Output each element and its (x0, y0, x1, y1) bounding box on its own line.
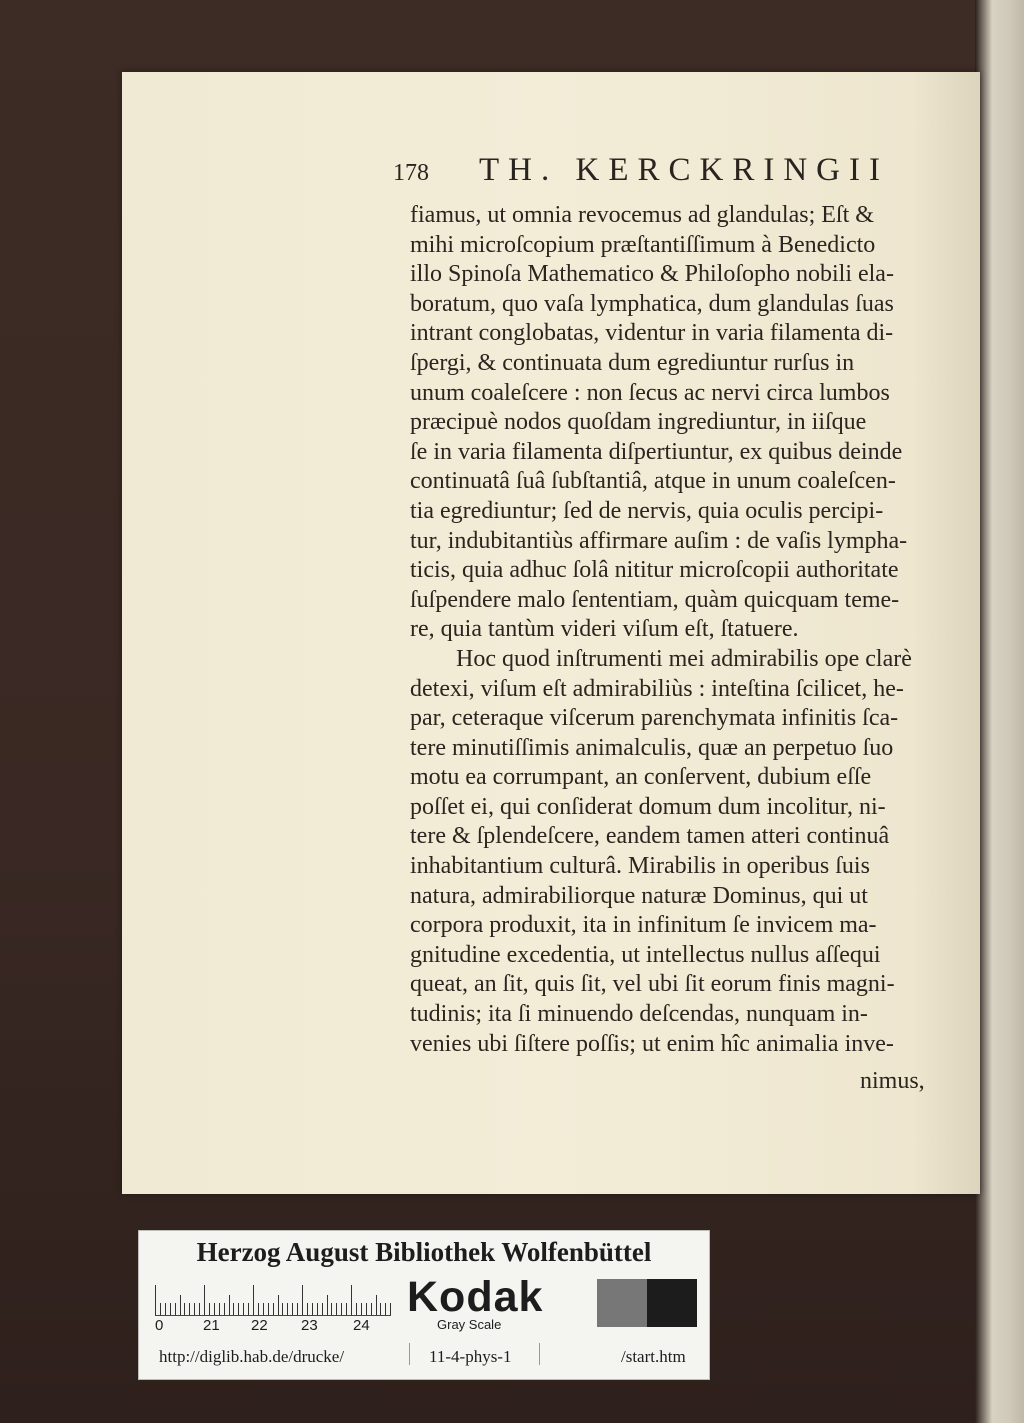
text-line: boratum, quo vaſa lymphatica, dum glandulas ſuas (410, 290, 894, 317)
ruler-tick (224, 1303, 225, 1315)
divider (539, 1343, 540, 1365)
ruler-tick (194, 1303, 195, 1315)
ruler-numbers (155, 1315, 395, 1335)
ruler-tick (287, 1303, 288, 1315)
ruler-tick (165, 1303, 166, 1315)
ruler-tick (273, 1303, 274, 1315)
ruler-tick (243, 1303, 244, 1315)
gray-scale-label: Gray Scale (437, 1317, 502, 1332)
text-line: natura, admirabiliorque naturæ Dominus, qui ut (410, 882, 868, 909)
text-line: tudinis; ita ſi minuendo deſcendas, nunquam in- (410, 1001, 868, 1028)
ruler-tick (238, 1303, 239, 1315)
library-url: http://diglib.hab.de/drucke/ (159, 1347, 345, 1366)
text-line: tia egrediuntur; ſed de nervis, quia oculis percipi- (410, 497, 884, 524)
ruler-tick (376, 1295, 377, 1315)
text-line: continuatâ ſuâ ſubſtantiâ, atque in unum coaleſcen- (410, 468, 896, 495)
ruler-tick (278, 1295, 279, 1315)
ruler-tick (385, 1303, 386, 1315)
ruler-tick (175, 1303, 176, 1315)
kodak-logo: Kodak (407, 1273, 544, 1321)
ruler-tick (331, 1303, 332, 1315)
ruler-number: 0 (155, 1317, 164, 1334)
ruler (155, 1281, 391, 1316)
ruler-tick (312, 1303, 313, 1315)
ruler-tick (170, 1303, 171, 1315)
ruler-number: 24 (353, 1317, 370, 1334)
ruler-tick (317, 1303, 318, 1315)
ruler-tick (307, 1303, 308, 1315)
body-text (410, 201, 950, 1059)
text-line: poſſet ei, qui conſiderat domum dum incolitur, ni- (410, 793, 886, 820)
library-color-card (138, 1230, 710, 1380)
text-line: queat, an ſit, quis ſit, vel ubi ſit eorum finis magni- (410, 971, 895, 998)
ruler-tick (356, 1303, 357, 1315)
shelf-code: 11-4-phys-1 (429, 1347, 512, 1366)
text-line: illo Spinoſa Mathematico & Philoſopho nobili ela- (410, 261, 894, 288)
ruler-tick (380, 1303, 381, 1315)
text-line: tere & ſplendeſcere, eandem tamen atteri continuâ (410, 823, 890, 850)
start-path: /start.htm (621, 1347, 686, 1366)
ruler-number: 22 (251, 1317, 268, 1334)
text-line: gnitudine excedentia, ut intellectus nullus aſſequi (410, 941, 881, 968)
text-line: unum coaleſcere : non ſecus ac nervi circa lumbos (410, 379, 890, 406)
ruler-tick (346, 1303, 347, 1315)
ruler-tick (351, 1285, 352, 1315)
ruler-tick (155, 1285, 156, 1315)
ruler-tick (248, 1303, 249, 1315)
black-swatch (647, 1279, 697, 1327)
ruler-tick (229, 1295, 230, 1315)
adjacent-page-edge (975, 0, 1024, 1423)
ruler-tick (214, 1303, 215, 1315)
text-line: par, ceteraque viſcerum parenchymata infinitis ſca- (410, 705, 899, 732)
library-name: Herzog August Bibliothek Wolfenbüttel (196, 1237, 652, 1267)
ruler-tick (209, 1303, 210, 1315)
ruler-number: 23 (301, 1317, 318, 1334)
page-number: 178 (393, 160, 429, 186)
ruler-tick (189, 1303, 190, 1315)
ruler-tick (184, 1303, 185, 1315)
ruler-tick (233, 1303, 234, 1315)
ruler-tick (336, 1303, 337, 1315)
ruler-tick (253, 1285, 254, 1315)
ruler-tick (297, 1303, 298, 1315)
divider (409, 1343, 410, 1365)
ruler-tick (371, 1303, 372, 1315)
text-line: ſe in varia filamenta diſpertiuntur, ex quibus deinde (410, 438, 903, 465)
catchword: nimus, (860, 1068, 925, 1094)
text-line: venies ubi ſiſtere poſſis; ut enim hîc animalia inve- (410, 1030, 894, 1057)
ruler-tick (327, 1295, 328, 1315)
ruler-tick (204, 1285, 205, 1315)
text-line: inhabitantium culturâ. Mirabilis in operibus ſuis (410, 853, 870, 880)
ruler-tick (361, 1303, 362, 1315)
ruler-tick (160, 1303, 161, 1315)
text-line: intrant conglobatas, videntur in varia filamenta di- (410, 320, 894, 347)
ruler-tick (322, 1303, 323, 1315)
ruler-tick (282, 1303, 283, 1315)
text-line: ticis, quia adhuc ſolâ nititur microſcopii authoritate (410, 557, 899, 584)
text-line: detexi, viſum eſt admirabiliùs : inteſtina ſcilicet, he- (410, 675, 904, 702)
text-line: motu ea corrumpant, an conſervent, dubium eſſe (410, 764, 872, 791)
gray-swatch (597, 1279, 647, 1327)
text-line: tere minutiſſimis animalculis, quæ an perpetuo ſuo (410, 734, 894, 761)
ruler-tick (390, 1303, 391, 1315)
ruler-tick (180, 1295, 181, 1315)
text-line: fiamus, ut omnia revocemus ad glandulas; Eſt & (410, 202, 874, 228)
ruler-number: 21 (203, 1317, 220, 1334)
text-line: Hoc quod inſtrumenti mei admirabilis ope clarè (456, 645, 912, 672)
page-header (393, 152, 913, 192)
ruler-tick (258, 1303, 259, 1315)
text-line: re, quia tantùm videri viſum eſt, ſtatuere. (410, 616, 799, 643)
ruler-tick (341, 1303, 342, 1315)
text-line: præcipuè nodos quoſdam ingrediuntur, in iiſque (410, 409, 867, 436)
text-line: ſpergi, & continuata dum egrediuntur rurſus in (410, 349, 855, 376)
ruler-tick (302, 1285, 303, 1315)
ruler-tick (263, 1303, 264, 1315)
running-title: TH. KERCKRINGII (479, 152, 889, 188)
ruler-tick (268, 1303, 269, 1315)
ruler-tick (199, 1303, 200, 1315)
text-line: corpora produxit, ita in infinitum ſe invicem ma- (410, 912, 877, 939)
text-line: tur, indubitantiùs affirmare auſim : de vaſis lympha- (410, 527, 908, 554)
ruler-tick (292, 1303, 293, 1315)
ruler-tick (219, 1303, 220, 1315)
text-line: mihi microſcopium præſtantiſſimum à Benedicto (410, 231, 876, 258)
ruler-tick (366, 1303, 367, 1315)
text-line: ſuſpendere malo ſententiam, quàm quicquam teme- (410, 586, 900, 613)
